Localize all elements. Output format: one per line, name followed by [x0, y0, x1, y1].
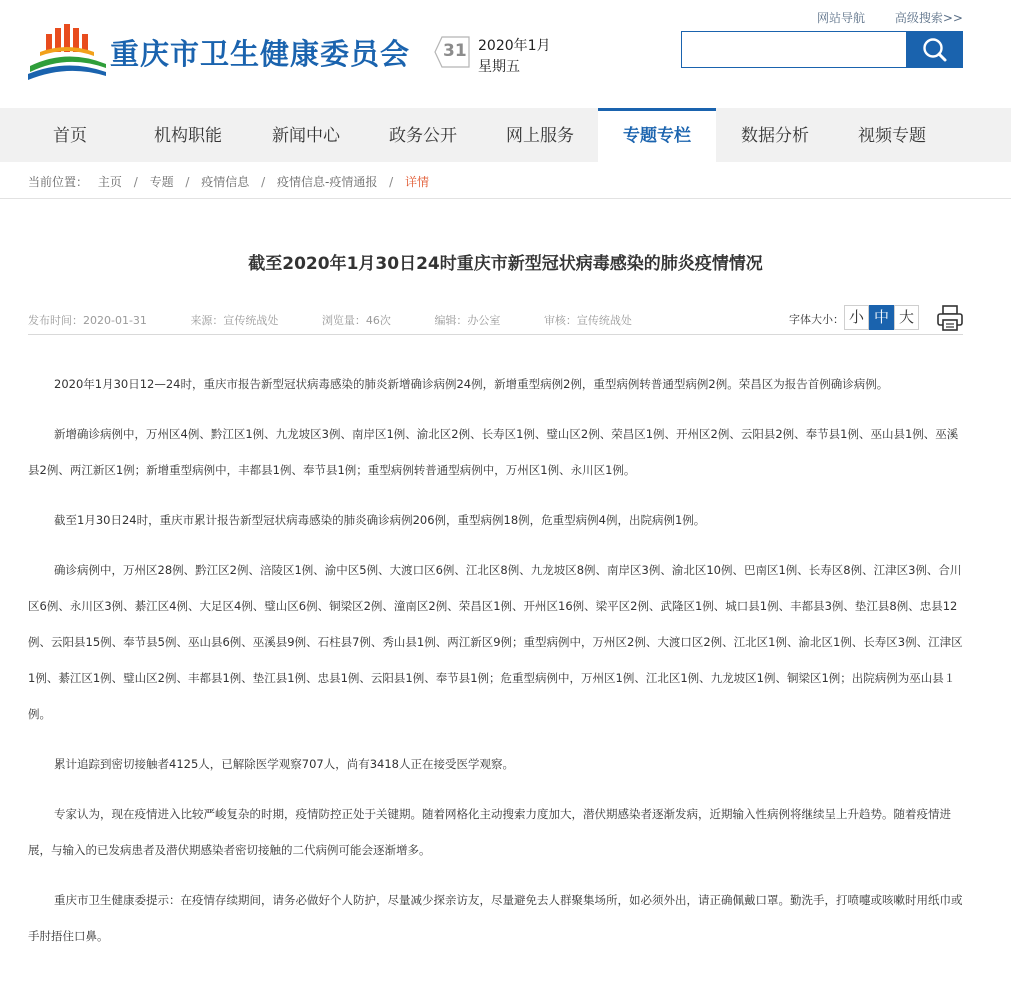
article-title: 截至2020年1月30日24时重庆市新型冠状病毒感染的肺炎疫情情况: [248, 254, 763, 274]
date-month: 2020年1月: [478, 38, 551, 54]
breadcrumb-separator: /: [261, 175, 266, 189]
search-button[interactable]: [906, 31, 963, 68]
main-nav: [0, 108, 1011, 162]
article-paragraph: 专家认为，现在疫情进入比较严峻复杂的时期，疫情防控正处于关键期。随着网格化主动搜索力度加大，潜伏期感染者逐渐发病，近期输入性病例将继续呈上升趋势。随着疫情进展，与输入的已发病患者及潜伏期感染者密切接触的二代病例可能会逐渐增多。: [28, 807, 951, 857]
article-paragraph: 确诊病例中，万州区28例、黔江区2例、涪陵区1例、渝中区5例、大渡口区6例、江北区8例、九龙坡区8例、南岸区3例、渝北区10例、巴南区1例、长寿区8例、江津区3例、合川区6例、永川区3例、綦江区4例、大足区4例、璧山区6例、铜梁区2例、潼南区2例、荣昌区1例、开州区16例、梁平区2例、武隆区1例、城口县1例、丰都县3例、垫江县8例、忠县12例、云阳县15例、奉节县5例、巫山县6例、巫溪县9例、石柱县7例、秀山县1例、两江新区9例；重型病例中，万州区2例、大渡口区2例、江北区1例、渝北区1例、长寿区3例、江津区1例、綦江区1例、璧山区2例、丰都县1例、垫江县1例、忠县1例、云阳县1例、奉节县1例；危重型病例中，万州区1例、江北区1例、九龙坡区1例、铜梁区1例；出院病例为巫山县１例。: [28, 563, 963, 721]
breadcrumb-home[interactable]: 主页: [97, 175, 122, 189]
nav-gov-affairs[interactable]: 政务公开: [389, 126, 457, 146]
nav-news-center[interactable]: 新闻中心: [272, 126, 340, 146]
site-map-link[interactable]: 网站导航: [817, 11, 866, 25]
breadcrumb-topics[interactable]: 专题: [149, 175, 174, 189]
breadcrumb: [28, 173, 429, 190]
date-weekday: 星期五: [478, 59, 520, 75]
divider: [0, 198, 1011, 199]
logo-icon[interactable]: [26, 22, 108, 80]
font-size-medium-button[interactable]: 中: [869, 305, 894, 330]
view-count: 浏览量：46次: [321, 314, 391, 327]
article-reviewer: 审核：宣传统战处: [543, 314, 632, 327]
article-paragraph: 重庆市卫生健康委提示：在疫情存续期间，请务必做好个人防护，尽量减少探亲访友，尽量避免去人群聚集场所，如必须外出，请正确佩戴口罩。勤洗手，打喷嚏或咳嗽时用纸巾或手肘捂住口鼻。: [28, 893, 963, 943]
article-paragraph: 新增确诊病例中，万州区4例、黔江区1例、九龙坡区3例、南岸区1例、渝北区2例、长寿区1例、璧山区2例、荣昌区1例、开州区2例、云阳县2例、奉节县1例、巫山县1例、巫溪县2例、两江新区1例；新增重型病例中，丰都县1例、奉节县1例；重型病例转普通型病例中，万州区1例、永川区1例。: [28, 427, 959, 477]
divider: [28, 334, 963, 335]
article-body: [28, 366, 963, 968]
breadcrumb-separator: /: [389, 175, 394, 189]
publish-time: 发布时间：2020-01-31: [28, 314, 147, 327]
font-size-small-button[interactable]: 小: [844, 305, 869, 330]
date-text: [478, 36, 551, 78]
nav-org-functions[interactable]: 机构职能: [154, 126, 222, 146]
breadcrumb-separator: /: [185, 175, 190, 189]
font-size-large-button[interactable]: 大: [894, 305, 919, 330]
nav-data-analysis[interactable]: 数据分析: [741, 126, 809, 146]
font-size-label: 字体大小：: [789, 313, 844, 326]
breadcrumb-separator: /: [133, 175, 138, 189]
article-source: 来源：宣传统战处: [190, 314, 279, 327]
search-input[interactable]: [682, 32, 906, 67]
article-paragraph: 2020年1月30日12—24时，重庆市报告新型冠状病毒感染的肺炎新增确诊病例24例，新增重型病例2例，重型病例转普通型病例2例。荣昌区为报告首例确诊病例。: [54, 377, 889, 391]
breadcrumb-epidemic-info[interactable]: 疫情信息: [201, 175, 250, 189]
breadcrumb-current: 详情: [405, 175, 430, 189]
breadcrumb-label: 当前位置：: [28, 175, 89, 189]
nav-home[interactable]: 首页: [53, 126, 87, 146]
print-icon[interactable]: [936, 304, 964, 332]
nav-video-topics[interactable]: 视频专题: [858, 126, 926, 146]
search-icon: [906, 31, 963, 68]
advanced-search-link[interactable]: 高级搜索>>: [894, 11, 963, 25]
article-paragraph: 累计追踪到密切接触者4125人，已解除医学观察707人，尚有3418人正在接受医学观察。: [54, 757, 514, 771]
site-header: [0, 0, 1011, 108]
article-paragraph: 截至1月30日24时，重庆市累计报告新型冠状病毒感染的肺炎确诊病例206例，重型病例18例，危重型病例4例，出院病例1例。: [54, 513, 706, 527]
date-day: 31: [443, 41, 467, 61]
nav-online-services[interactable]: 网上服务: [506, 126, 574, 146]
site-title: 重庆市卫生健康委员会: [110, 37, 411, 71]
top-links: [791, 9, 963, 26]
nav-special-topics[interactable]: 专题专栏: [598, 108, 716, 162]
search-box: [681, 31, 907, 68]
article-meta: [28, 312, 672, 328]
article-editor: 编辑：办公室: [434, 314, 501, 327]
breadcrumb-epidemic-report[interactable]: 疫情信息-疫情通报: [277, 175, 378, 189]
